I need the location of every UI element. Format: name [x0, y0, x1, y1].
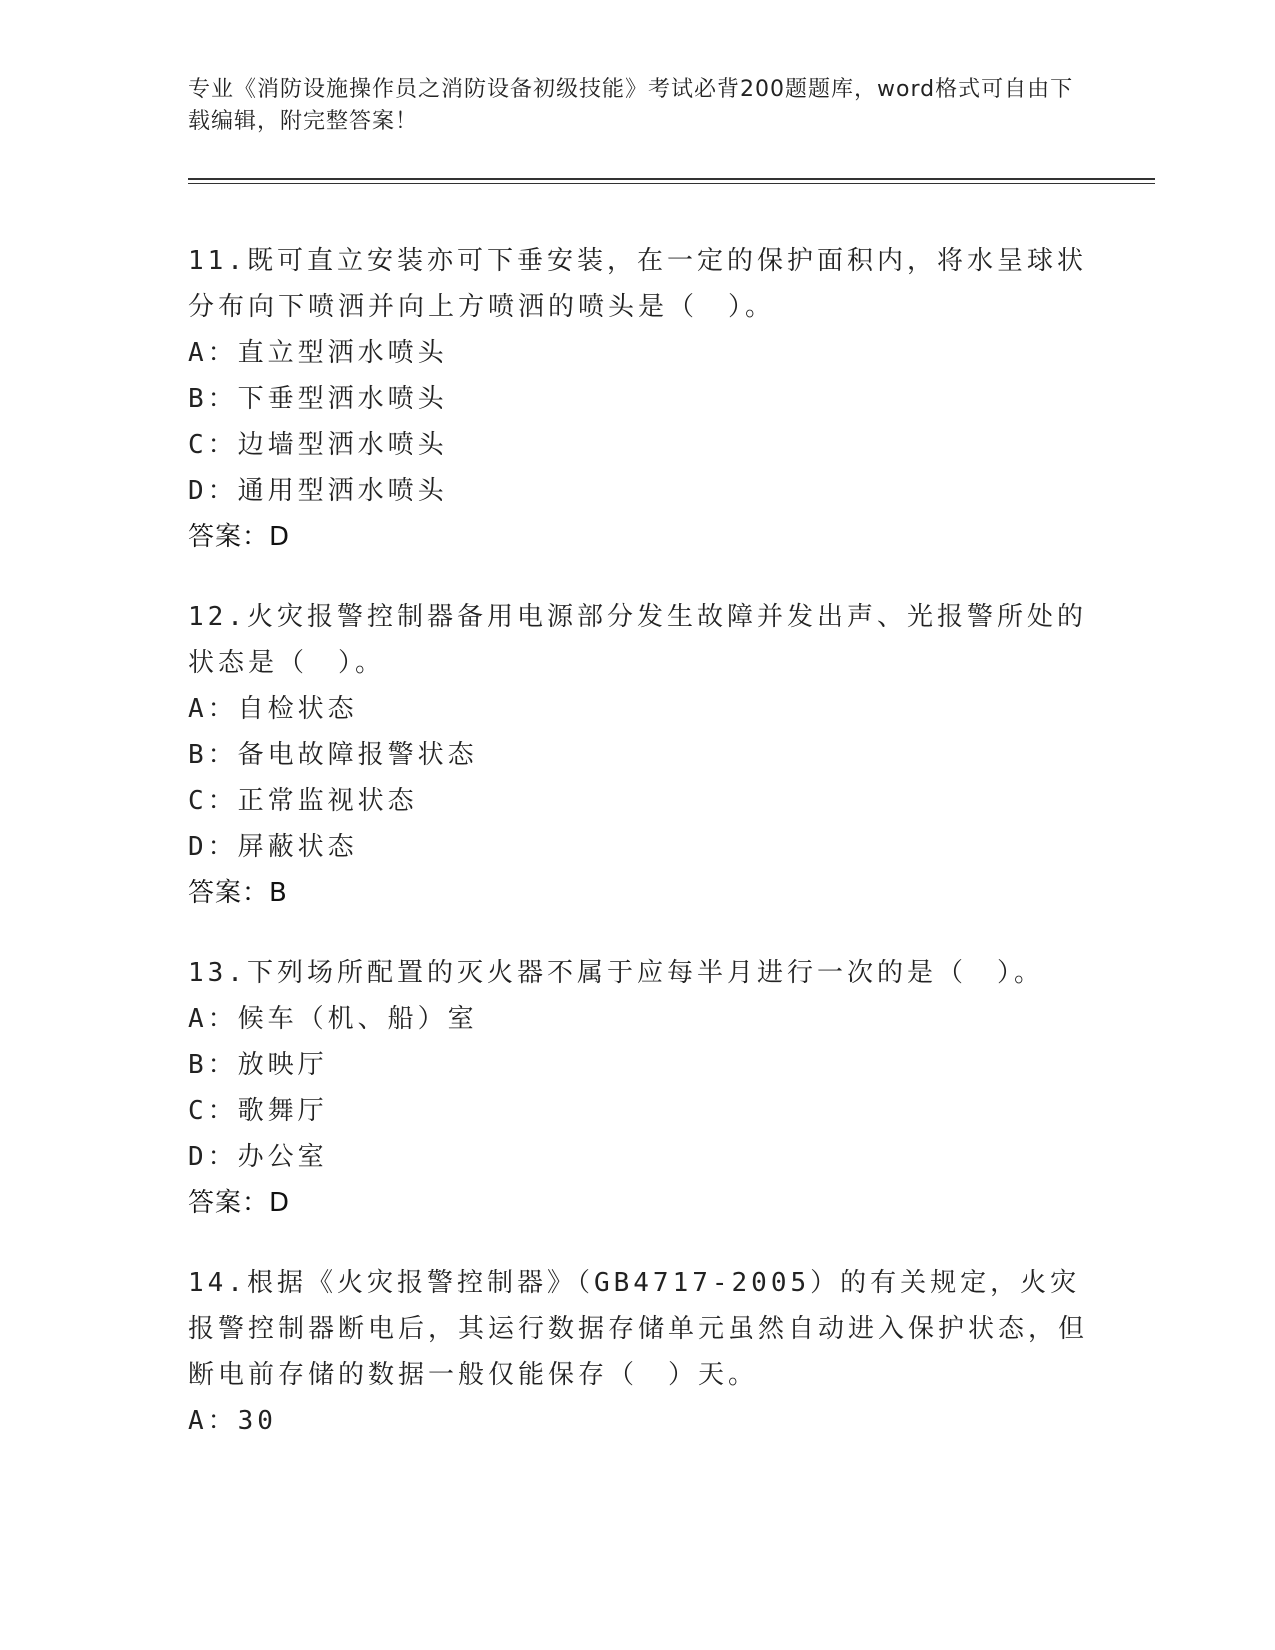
- question-14: [188, 1260, 1088, 1444]
- question-stem: 13.下列场所配置的灭火器不属于应每半月进行一次的是（ ）。: [188, 958, 1044, 988]
- answer-line: 答案：D: [188, 1188, 291, 1218]
- document-intro: 专业《消防设施操作员之消防设备初级技能》考试必背200题题库，word格式可自由下载编辑，附完整答案！: [188, 77, 1074, 134]
- option-b: B：下垂型洒水喷头: [188, 384, 448, 414]
- question-11: [188, 238, 1088, 560]
- header-divider: [188, 178, 1155, 184]
- question-12: [188, 594, 1088, 916]
- option-a: A：30: [188, 1406, 277, 1436]
- option-a: A：候车（机、船）室: [188, 1004, 478, 1034]
- question-list: [188, 238, 1088, 1478]
- option-c: C：正常监视状态: [188, 786, 418, 816]
- option-b: B：放映厅: [188, 1050, 328, 1080]
- option-b: B：备电故障报警状态: [188, 740, 478, 770]
- option-d: D：办公室: [188, 1142, 328, 1172]
- question-13: [188, 950, 1088, 1226]
- question-stem: 11.既可直立安装亦可下垂安装，在一定的保护面积内，将水呈球状分布向下喷洒并向上方喷洒的喷头是（ ）。: [188, 246, 1087, 322]
- option-d: D：屏蔽状态: [188, 832, 358, 862]
- answer-line: 答案：B: [188, 878, 288, 908]
- option-c: C：边墙型洒水喷头: [188, 430, 448, 460]
- option-d: D：通用型洒水喷头: [188, 476, 448, 506]
- question-stem: 14.根据《火灾报警控制器》（GB4717-2005）的有关规定，火灾报警控制器断电后，其运行数据存储单元虽然自动进入保护状态，但断电前存储的数据一般仅能保存（ ）天。: [188, 1268, 1089, 1390]
- option-a: A：自检状态: [188, 694, 358, 724]
- option-a: A：直立型洒水喷头: [188, 338, 448, 368]
- option-c: C：歌舞厅: [188, 1096, 328, 1126]
- question-stem: 12.火灾报警控制器备用电源部分发生故障并发出声、光报警所处的状态是（ ）。: [188, 602, 1087, 678]
- answer-line: 答案：D: [188, 522, 291, 552]
